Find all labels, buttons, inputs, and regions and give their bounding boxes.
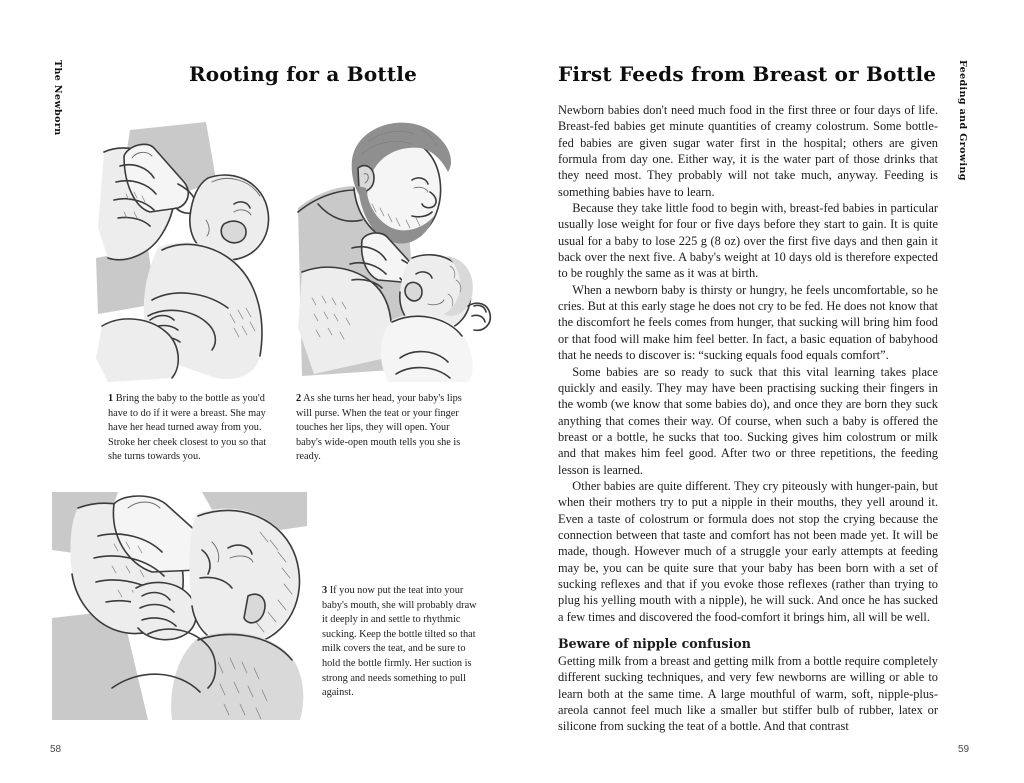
paragraph: Some babies are so ready to suck that this vital learning takes place quickly and easily. They may have been practising sucking their fingers in the womb (we know that some babies do), and once they are born they suck anything that comes their way. Of course, when such a baby is offered the breast or a bottle, he sucks that too. Sucking gives him colostrum or milk and that makes him feel good. After two or three repetitions, the feeding lesson is learned. <box>558 364 938 477</box>
caption-text-2: As she turns her head, your baby's lips will purse. When the teat or your finger touches her lips, they will open. Your baby's wide-open mouth tells you she is ready. <box>296 393 462 463</box>
figure-caption-3 <box>322 584 484 701</box>
caption-text-3: If you now put the teat into your baby's mouth, she will probably draw it deeply in and settle to rhythmic sucking. Keep the bottle tilted so that milk covers the teat, and be sure to hold the bottle firmly. Her suction is strong and needs something to pull against. <box>322 585 477 699</box>
paragraph: Newborn babies don't need much food in the first three or four days of life. Breast-fed babies get minute quantities of creamy colostrum. Some bottle-fed babies are given sugar water first in the hospital; others are given formula from day one. Either way, it is the water part of those drinks that they need most. They probably will not take much, anyway. Feeding is something babies have to learn. <box>558 103 938 199</box>
body-text-column <box>558 102 938 735</box>
paragraph: When a newborn baby is thirsty or hungry, he feels uncomfortable, so he cries. But at this early stage he does not cry to be fed. He does not know that the discomfort he feels comes from hunger, that sucking will bring him food or that food will make him feel better. In fact, a basic equation of babyhood that he needs to discover is: “sucking equals food equals comfort”. <box>558 282 938 363</box>
figure-caption-1 <box>108 392 278 465</box>
figure-caption-2 <box>296 392 462 465</box>
paragraph: Because they take little food to begin with, breast-fed babies in particular usually lose weight for four or five days before they start to gain. It is quite usual for a baby to lose 225 g (8 oz) over the first five days and then gain it back over the next five. A baby's weight at 10 days old is therefore expected to be roughly the same as it was at birth. <box>558 201 938 281</box>
section-subheading: Beware of nipple confusion <box>558 636 751 651</box>
figure-3 <box>52 492 307 720</box>
page-title-right: First Feeds from Breast or Bottle <box>558 62 937 86</box>
caption-text-1: Bring the baby to the bottle as you'd have to do if it were a breast. She may have her head turned away from you. Stroke her cheek closest to you so that she turns towards you. <box>108 393 267 463</box>
figure-1 <box>88 108 288 383</box>
paragraph: Other babies are quite different. They cry piteously with hunger-pain, but when their mothers try to put a nipple in their mouths, they yell around it. Even a taste of colostrum or formula does not stop the crying because the connection between that taste and comfort has not been made yet. It will be made, though. However much of a struggle your early attempts at feeding may be, you can be quite sure that your baby has been born with a set of sucking reflexes and that if you evoke those reflexes (rather than trying to plug his yelling mouth with a nipple), he will suck. And once he has sucked a few times and discovered the food-comfort it brings him, all will be well. <box>558 478 938 624</box>
page-title-left: Rooting for a Bottle <box>188 62 418 86</box>
figure-2 <box>296 108 496 383</box>
caption-number-3: 3 <box>322 585 328 596</box>
running-head-left: The Newborn <box>52 60 63 136</box>
page-number-left: 58 <box>50 744 62 755</box>
caption-number-1: 1 <box>108 393 114 404</box>
paragraph: Getting milk from a breast and getting milk from a bottle require completely different sucking techniques, and very few newborns are willing or able to learn both at the same time. A large mouthful of warm, soft, nipple-plus-areola cannot feel much like a smaller but stiffer bulb of rubber, latex or silicone from sucking the teat of a bottle. And that contrast <box>558 654 938 734</box>
running-head-right: Feeding and Growing <box>957 60 968 181</box>
caption-number-2: 2 <box>296 393 302 404</box>
page-number-right: 59 <box>958 744 970 755</box>
